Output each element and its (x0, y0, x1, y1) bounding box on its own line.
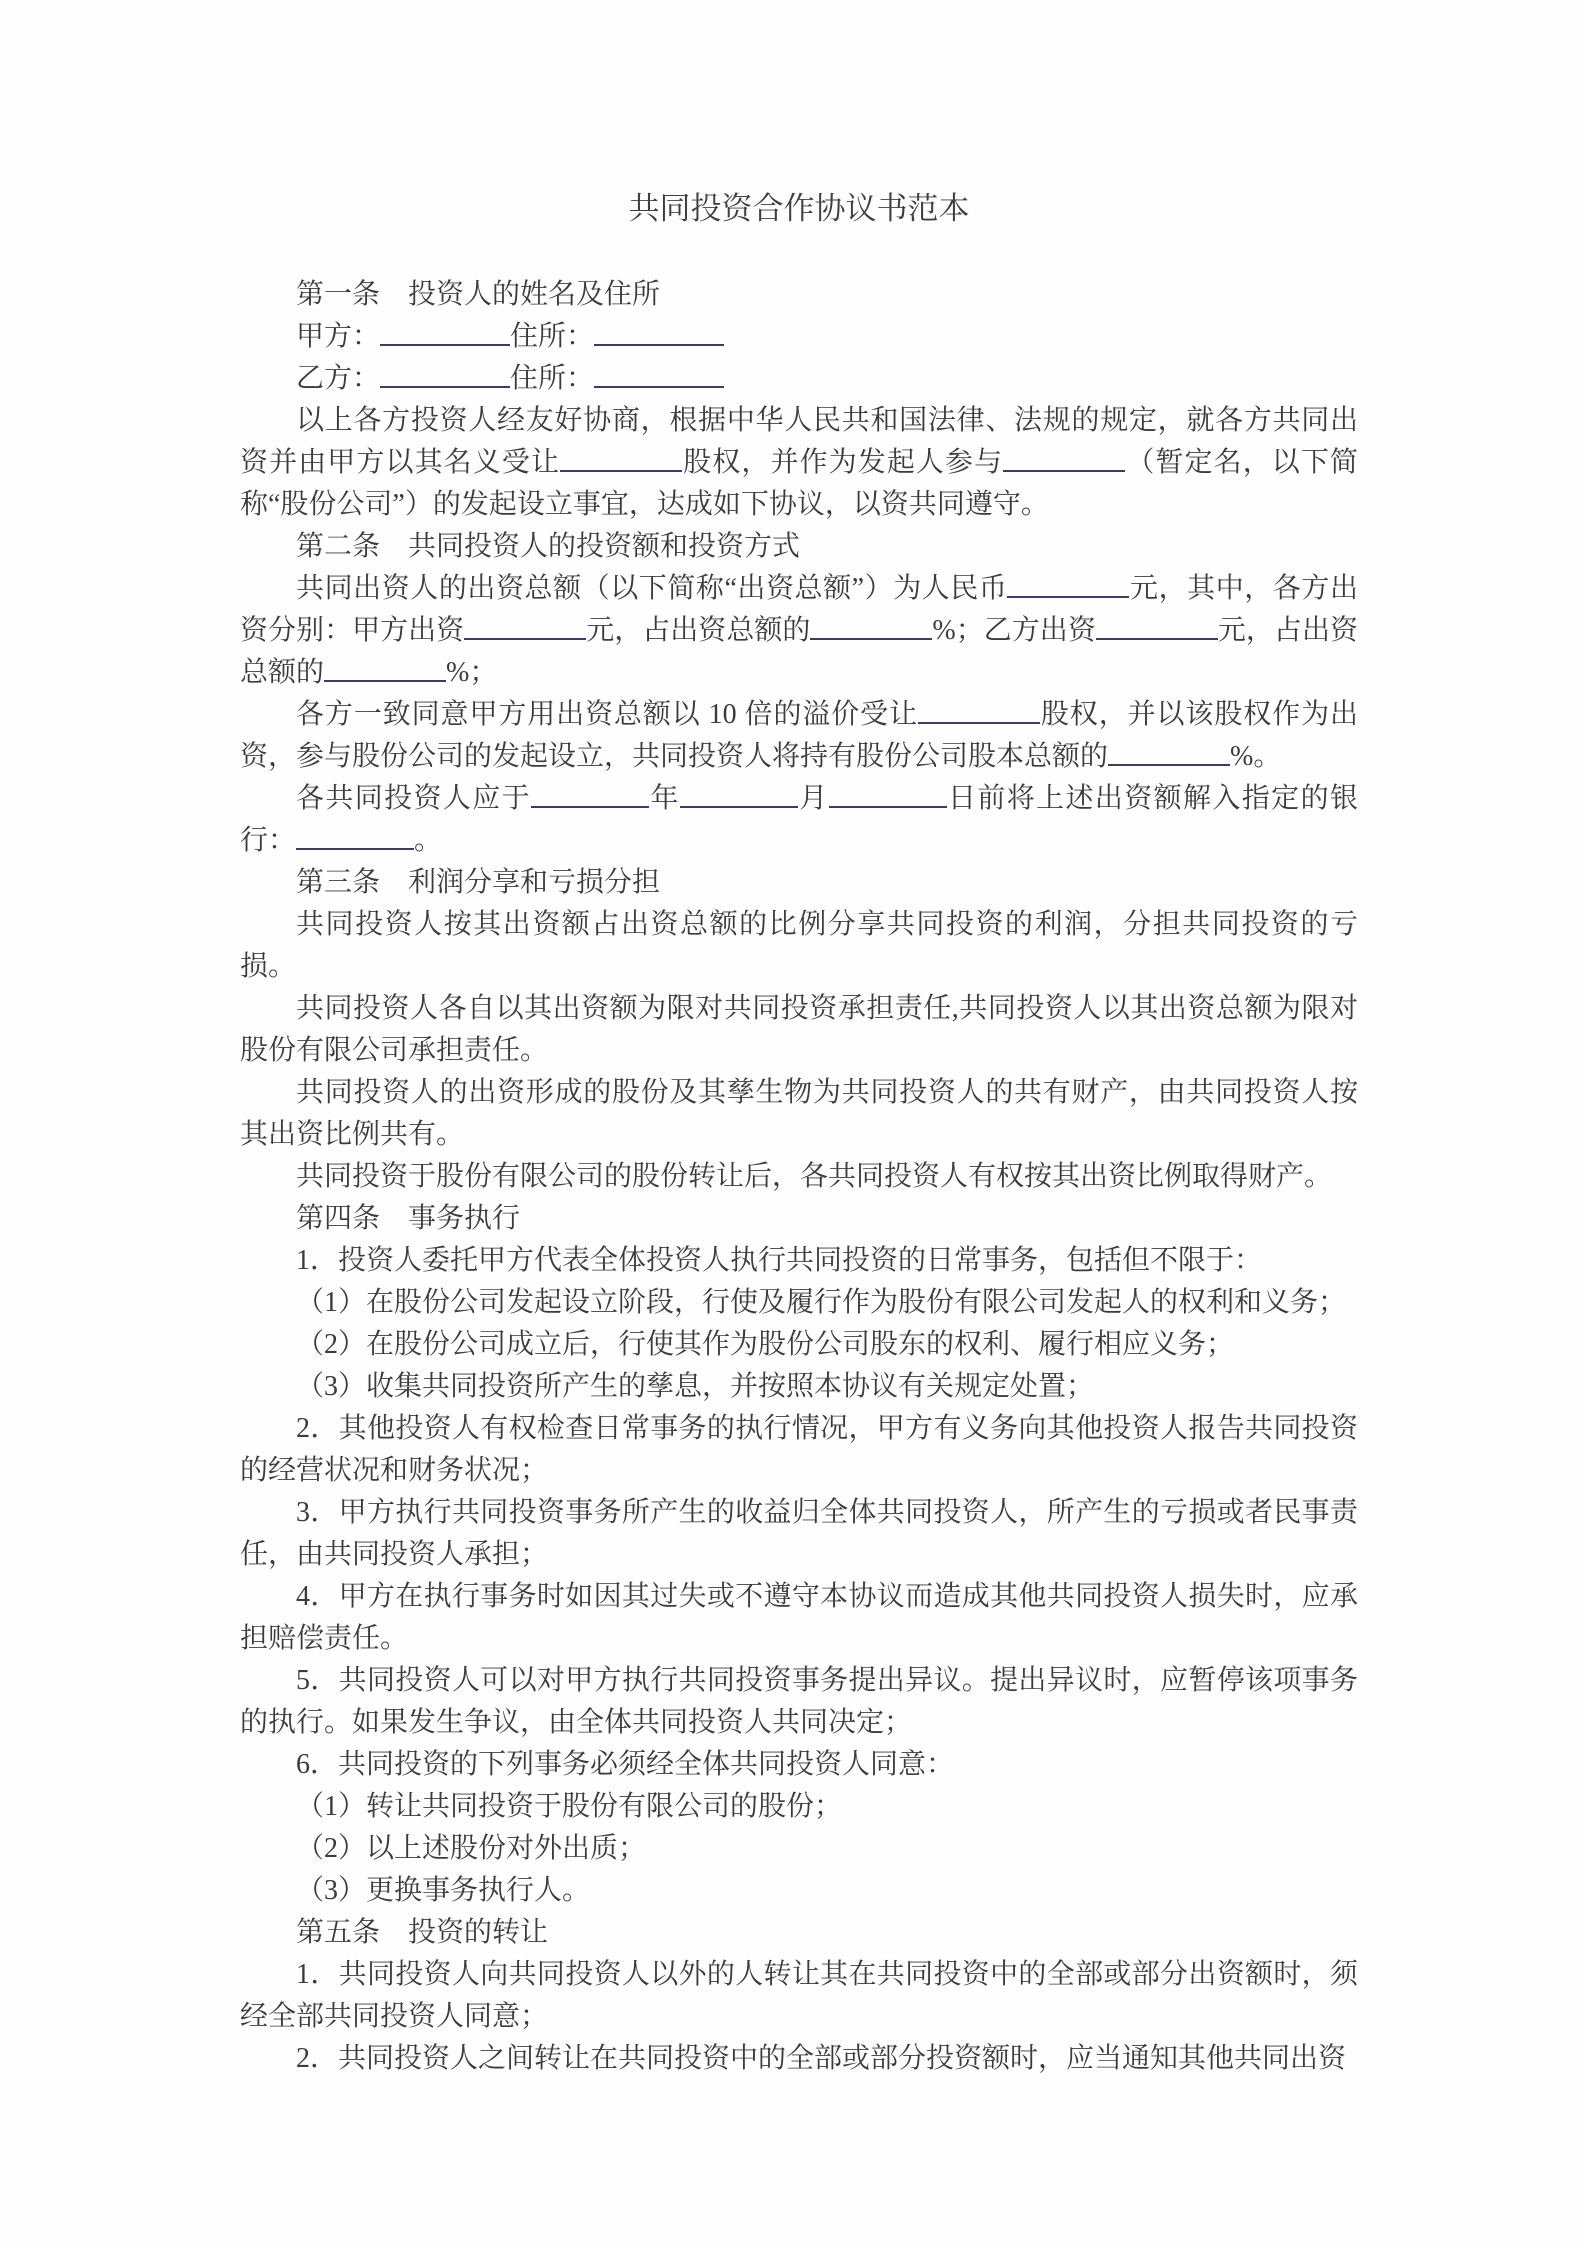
text-run: 2．其他投资人有权检查日常事务的执行情况，甲方有义务向其他投资人报告共同投资的经营状况和财务状况； (240, 1413, 1358, 1486)
text-run: 年 (649, 783, 680, 814)
blank-field (380, 320, 510, 346)
paragraph (240, 1492, 1358, 1576)
text-run: （1）在股份公司发起设立阶段，行使及履行作为股份有限公司发起人的权利和义务； (296, 1287, 1347, 1318)
paragraph (240, 1744, 1358, 1786)
text-run: 元，占出资总额的 (586, 615, 811, 646)
clause-heading (240, 1912, 1358, 1954)
text-run: %；乙方出资 (932, 615, 1096, 646)
text-run: 股权，并以该股权作为出资，参与股份公司的发起设立，共同投资人将持有股份公司股本总额的 (240, 699, 1358, 772)
text-run: 股权，并作为发起人参与 (682, 447, 1004, 478)
paragraph (240, 1828, 1358, 1870)
blank-field (464, 614, 586, 640)
text-run: 第一条 投资人的姓名及住所 (296, 279, 661, 310)
blank-field (810, 614, 932, 640)
text-run: %； (446, 657, 498, 688)
text-run: 。 (414, 825, 443, 856)
text-run: 第五条 投资的转让 (296, 1917, 549, 1948)
text-run: 甲方： (296, 321, 381, 352)
text-run: 第四条 事务执行 (296, 1203, 521, 1234)
text-run: 共同投资人按其出资额占出资总额的比例分享共同投资的利润，分担共同投资的亏损。 (240, 909, 1358, 982)
blank-field (380, 362, 510, 388)
text-run: 各共同投资人应于 (296, 783, 532, 814)
text-run: （3）收集共同投资所产生的孳息，并按照本协议有关规定处置； (296, 1371, 1095, 1402)
paragraph (240, 778, 1358, 862)
text-run: 第三条 利润分享和亏损分担 (296, 867, 661, 898)
clause-heading (240, 526, 1358, 568)
blank-field (829, 782, 947, 808)
blank-field (296, 824, 414, 850)
paragraph (240, 1408, 1358, 1492)
paragraph (240, 1072, 1358, 1156)
paragraph (240, 1240, 1358, 1282)
clause-heading (240, 274, 1358, 316)
blank-field (594, 320, 724, 346)
paragraph (240, 358, 1358, 400)
blank-field (1003, 446, 1125, 472)
text-run: （2）以上述股份对外出质； (296, 1833, 647, 1864)
paragraph (240, 694, 1358, 778)
text-run: 第二条 共同投资人的投资额和投资方式 (296, 531, 801, 562)
text-run: 6．共同投资的下列事务必须经全体共同投资人同意： (296, 1749, 955, 1780)
text-run: 乙方： (296, 363, 381, 394)
text-run: 以上各方投资人经友好协商，根据中华人民共和国法律、法规的规定，就各方共同出资并由甲方以其名义受让 (240, 405, 1358, 478)
text-run: 住所： (510, 363, 595, 394)
paragraph (240, 2038, 1358, 2080)
text-run: 5．共同投资人可以对甲方执行共同投资事务提出异议。提出异议时，应暂停该项事务的执行。如果发生争议，由全体共同投资人共同决定； (240, 1665, 1358, 1738)
paragraph (240, 1576, 1358, 1660)
text-run: 共同投资于股份有限公司的股份转让后，各共同投资人有权按其出资比例取得财产。 (296, 1161, 1333, 1192)
text-run: 共同投资人的出资形成的股份及其孳生物为共同投资人的共有财产，由共同投资人按其出资比例共有。 (240, 1077, 1358, 1150)
blank-field (1007, 572, 1129, 598)
text-run: 3．甲方执行共同投资事务所产生的收益归全体共同投资人，所产生的亏损或者民事责任，由共同投资人承担； (240, 1497, 1358, 1570)
text-run: 住所： (510, 321, 595, 352)
paragraph (240, 988, 1358, 1072)
paragraph (240, 904, 1358, 988)
blank-field (531, 782, 649, 808)
clause-heading (240, 862, 1358, 904)
paragraph (240, 568, 1358, 694)
paragraph (240, 1156, 1358, 1198)
blank-field (1096, 614, 1218, 640)
blank-field (1108, 740, 1230, 766)
text-run: 元，其中，各方出资分别：甲方出资 (240, 573, 1358, 646)
text-run: 共同投资人各自以其出资额为限对共同投资承担责任,共同投资人以其出资总额为限对股份有限公司承担责任。 (240, 993, 1358, 1066)
paragraph (240, 1786, 1358, 1828)
text-run: 2．共同投资人之间转让在共同投资中的全部或部分投资额时，应当通知其他共同出资 (296, 2043, 1347, 2074)
text-run: %。 (1230, 741, 1282, 772)
text-run: 月 (797, 783, 829, 814)
paragraph (240, 316, 1358, 358)
blank-field (324, 656, 446, 682)
paragraph (240, 1870, 1358, 1912)
text-run: 4．甲方在执行事务时如因其过失或不遵守本协议而造成其他共同投资人损失时，应承担赔偿责任。 (240, 1581, 1358, 1654)
text-run: （3）更换事务执行人。 (296, 1875, 591, 1906)
paragraph (240, 1660, 1358, 1744)
text-run: 1．共同投资人向共同投资人以外的人转让其在共同投资中的全部或部分出资额时，须经全部共同投资人同意； (240, 1959, 1358, 2032)
text-run: （2）在股份公司成立后，行使其作为股份公司股东的权利、履行相应义务； (296, 1329, 1235, 1360)
blank-field (918, 698, 1040, 724)
paragraph (240, 400, 1358, 526)
text-run: （暂定名，以下简称“股份公司”）的发起设立事宜，达成如下协议，以资共同遵守。 (240, 447, 1358, 520)
document-body (240, 274, 1358, 2080)
text-run: 元，占出资总额的 (240, 615, 1358, 688)
paragraph (240, 1954, 1358, 2038)
clause-heading (240, 1198, 1358, 1240)
blank-field (680, 782, 798, 808)
paragraph (240, 1366, 1358, 1408)
text-run: 日前将上述出资额解入指定的银行： (240, 783, 1358, 856)
text-run: 共同出资人的出资总额（以下简称“出资总额”）为人民币 (296, 573, 1008, 604)
paragraph (240, 1324, 1358, 1366)
text-run: （1）转让共同投资于股份有限公司的股份； (296, 1791, 843, 1822)
text-run: 1．投资人委托甲方代表全体投资人执行共同投资的日常事务，包括但不限于： (296, 1245, 1263, 1276)
document-title: 共同投资合作协议书范本 (628, 191, 970, 226)
blank-field (560, 446, 682, 472)
paragraph (240, 1282, 1358, 1324)
blank-field (594, 362, 724, 388)
text-run: 各方一致同意甲方用出资总额以 10 倍的溢价受让 (296, 699, 918, 730)
